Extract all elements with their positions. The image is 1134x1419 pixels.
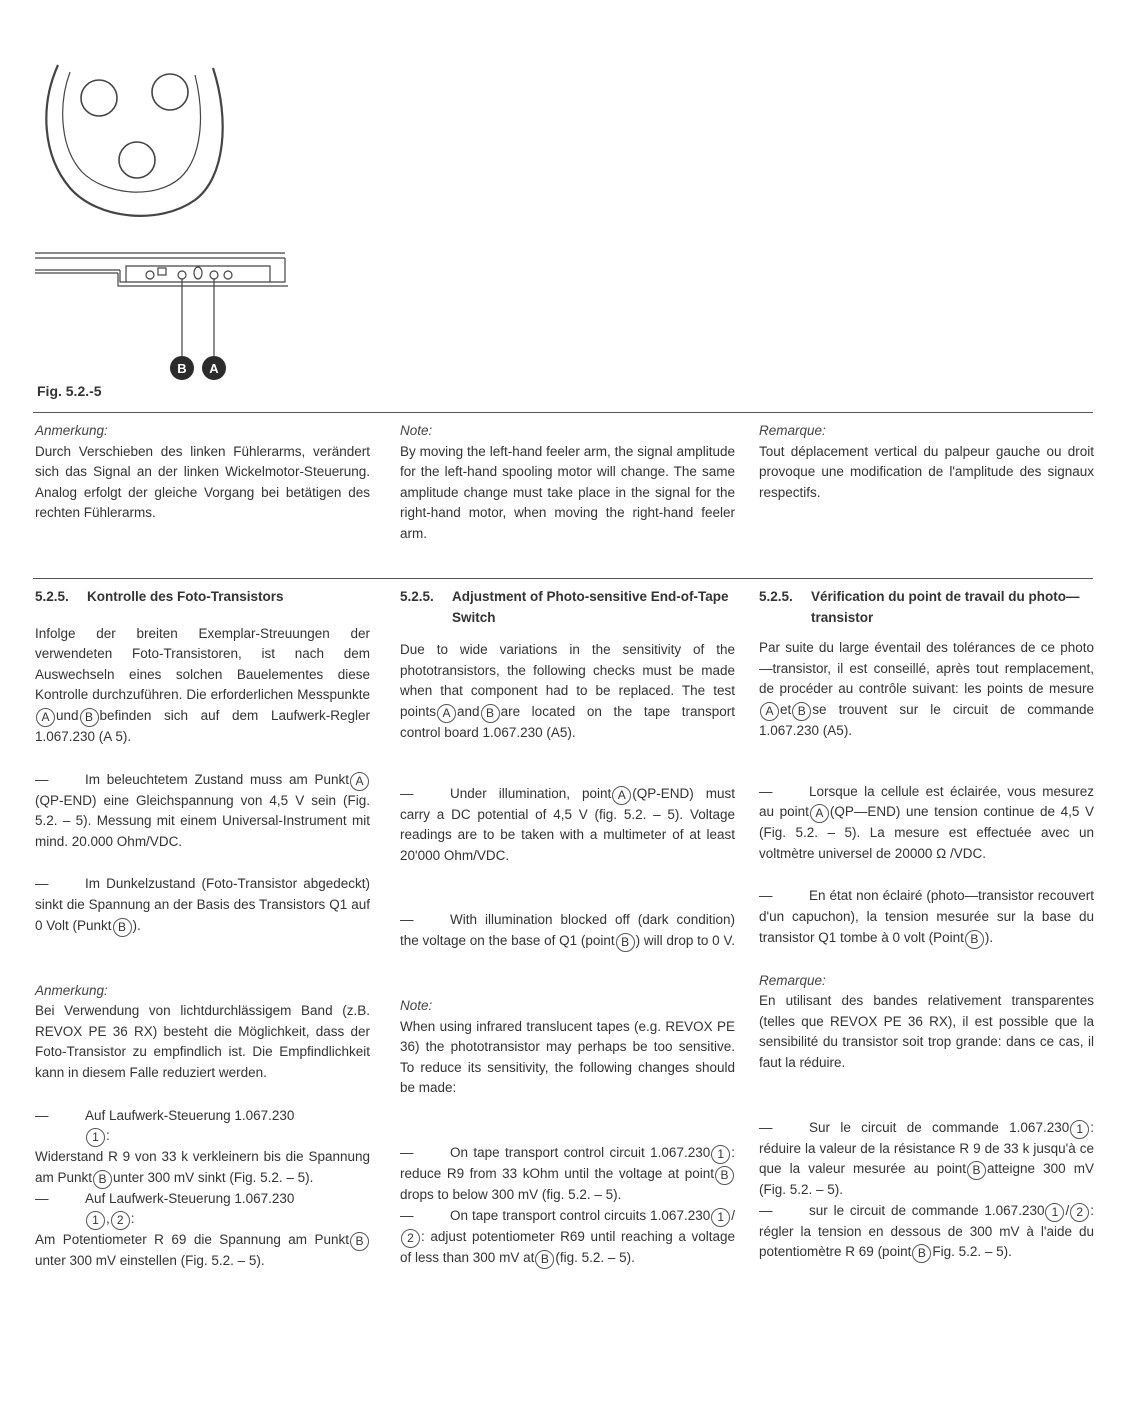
- point-b-marker: B: [93, 1170, 112, 1189]
- point-b-marker: B: [792, 702, 811, 721]
- section-heading: 5.2.5. Adjustment of Photo-sensitive End-of-Tape Switch: [400, 589, 729, 625]
- point-a-marker: A: [612, 786, 631, 805]
- step-illuminated: — Under illumination, point A (QP-END) must carry a DC potential of 4,5 V (fig. 5.2. – 5). Voltage readings are to be taken with a multimeter of at least 20'000 Ohm/VDC.: [400, 785, 735, 863]
- fix-2: — Auf Laufwerk-Steuerung 1.067.230 1 , 2 : Am Potentiometer R 69 die Spannung am Punkt Bunter 300 mV einstellen (Fig. 5.2. – 5).: [35, 1189, 370, 1272]
- circuit-1-marker: 1: [711, 1145, 730, 1164]
- note-en: [400, 421, 735, 545]
- marker-a: [202, 356, 226, 380]
- point-b-marker: B: [912, 1244, 931, 1263]
- marker-b: [170, 356, 194, 380]
- circuit-1-marker: 1: [86, 1128, 105, 1147]
- board-diagram: [35, 253, 288, 360]
- point-b-marker: B: [350, 1232, 369, 1251]
- fix-1: — Auf Laufwerk-Steuerung 1.067.230 1 : Widerstand R 9 von 33 k verkleinern bis die Spannung am Punkt B unter 300 mV sinkt (Fig. 5.2. – 5).: [35, 1106, 370, 1189]
- intro: Due to wide variations in the sensitivity of the phototransistors, the following checks must be made when that component had to be replaced. The test points A and B are located on the tape transport control board 1.067.230 (A5).: [400, 642, 735, 740]
- section-heading: 5.2.5. Kontrolle des Foto-Transistors: [35, 589, 284, 604]
- point-b-marker: B: [715, 1166, 734, 1185]
- point-b-marker: B: [967, 1161, 986, 1180]
- step-dark: — Im Dunkelzustand (Foto-Transistor abgedeckt) sinkt die Spannung an der Basis des Transistors Q1 auf 0 Volt (Punkt B ).: [35, 874, 370, 936]
- point-b-marker: B: [616, 933, 635, 952]
- note-label: Remarque:: [759, 972, 826, 988]
- circuit-2-marker: 2: [111, 1211, 130, 1230]
- note-label: Anmerkung:: [35, 423, 108, 438]
- point-b-marker: B: [481, 704, 500, 723]
- note-text: By moving the left-hand feeler arm, the signal amplitude for the left-hand spooling motor will change. The same amplitude change must take place in the signal for the right-hand motor, when moving the right-hand feeler arm.: [400, 443, 735, 541]
- svg-text:A: A: [209, 361, 219, 376]
- note-text: Tout déplacement vertical du palpeur gauche ou droit provoque une modification de l'amplitude des signaux respectifs.: [759, 443, 1094, 500]
- fix-2: — sur le circuit de commande 1.067.230 1 / 2 : régler la tension en dessous de 300 mV à l'aide du potentiomètre R 69 (point B Fig. 5.2. – 5).: [759, 1201, 1094, 1264]
- note-text: Bei Verwendung von lichtdurchlässigem Band (z.B. REVOX PE 36 RX) besteht die Möglichkeit, dass der Foto-Transistor zu empfindlich ist. Die Empfindlichkeit kann in diesem Falle reduziert werden.: [35, 1003, 370, 1080]
- note-text: When using infrared translucent tapes (e.g. REVOX PE 36) the phototransistor may perhaps be too sensitive. To reduce its sensitivity, the following changes should be made:: [400, 1018, 735, 1096]
- circuit-2-marker: 2: [401, 1229, 420, 1248]
- step-dark: — With illumination blocked off (dark condition) the voltage on the base of Q1 (point B ) will drop to 0 V.: [400, 910, 735, 952]
- section-de: [35, 587, 370, 1272]
- point-b-marker: B: [535, 1250, 554, 1269]
- circuit-1-marker: 1: [1045, 1203, 1064, 1222]
- figure-caption: Fig. 5.2.-5: [37, 383, 102, 399]
- divider-top: [33, 412, 1093, 413]
- note-label: Note:: [400, 997, 433, 1013]
- note-label: Anmerkung:: [35, 982, 108, 998]
- point-a-marker: A: [437, 704, 456, 723]
- svg-text:B: B: [177, 361, 187, 376]
- figure-5-2-5: [30, 60, 330, 390]
- circuit-2-marker: 2: [1070, 1203, 1089, 1222]
- fix-1: — Sur le circuit de commande 1.067.230 1 : réduire la valeur de la résistance R 9 de 33 k jusqu'à ce que la valeur mesurée au point B atteigne 300 mV (Fig. 5.2. – 5).: [759, 1119, 1094, 1198]
- note-fr: [759, 421, 1094, 503]
- connector-pin-2: [152, 74, 188, 110]
- intro: Infolge der breiten Exemplar-Streuungen der verwendeten Foto-Transistoren, ist nach dem Auswechseln eines solchen Bauelementes diese Kontrolle durchzuführen. Die erforderlichen MesspunkteA und B befinden sich auf dem Laufwerk-Regler 1.067.230 (A 5).: [35, 625, 370, 744]
- circuit-1-marker: 1: [711, 1208, 730, 1227]
- section-heading: 5.2.5. Vérification du point de travail du photo—transistor: [759, 589, 1080, 625]
- divider-middle: [33, 578, 1093, 579]
- point-b-marker: B: [80, 708, 99, 727]
- step-dark: — En état non éclairé (photo—transistor recouvert d'un capuchon), la tension mesurée sur la base du transistor Q1 tombe à 0 volt (Point B ).: [759, 886, 1094, 948]
- point-a-marker: A: [760, 702, 779, 721]
- section-fr: [759, 587, 1094, 1263]
- note-text: En utilisant des bandes relativement transparentes (telles que REVOX PE 36 RX), il est possible que la sensibilité du transistor soit trop grande: dans ce cas, il faut la réduire.: [759, 993, 1094, 1070]
- connector-pin-3: [119, 142, 155, 178]
- fix-2: — On tape transport control circuits 1.067.230 1 /2 : adjust potentiometer R69 until reaching a voltage of less than 300 mV at B (fig. 5.2. – 5).: [400, 1206, 735, 1269]
- step-illuminated: — Im beleuchtetem Zustand muss am Punkt A(QP-END) eine Gleichspannung von 4,5 V sein (Fig. 5.2. – 5). Messung mit einem Universal-Instrument mit mind. 20.000 Ohm/VDC.: [35, 771, 370, 849]
- note-label: Remarque:: [759, 423, 826, 438]
- point-a-marker: A: [36, 708, 55, 727]
- circuit-1-marker: 1: [1070, 1120, 1089, 1139]
- intro: Par suite du large éventail des tolérances de ce photo—transistor, il est conseillé, après tout remplacement, de procéder au contrôle suivant: les points de mesureA et B se trouvent sur le circuit de commande 1.067.230 (A5).: [759, 640, 1094, 738]
- step-illuminated: — Lorsque la cellule est éclairée, vous mesurez au point A (QP—END) une tension continue de 4,5 V (Fig. 5.2. – 5). La mesure est effectuée avec un voltmètre universel de 20000 Ω /VDC.: [759, 783, 1095, 861]
- fix-1: — On tape transport control circuit 1.067.230 1 : reduce R9 from 33 kOhm until the voltage at point Bdrops to below 300 mV (fig. 5.2. – 5).: [400, 1144, 735, 1202]
- point-b-marker: B: [965, 930, 984, 949]
- note-de: [35, 421, 370, 524]
- circuit-1-marker: 1: [86, 1211, 105, 1230]
- note-text: Durch Verschieben des linken Fühlerarms, verändert sich das Signal an der linken Wickelmotor-Steuerung. Analog erfolgt der gleiche Vorgang bei betätigen des rechten Fühlerarms.: [35, 443, 370, 521]
- connector-diagram: [46, 65, 222, 216]
- point-a-marker: A: [810, 804, 829, 823]
- note-label: Note:: [400, 423, 433, 438]
- point-a-marker: A: [350, 772, 369, 791]
- section-en: [400, 587, 735, 1269]
- connector-pin-1: [81, 80, 117, 116]
- point-b-marker: B: [113, 918, 132, 937]
